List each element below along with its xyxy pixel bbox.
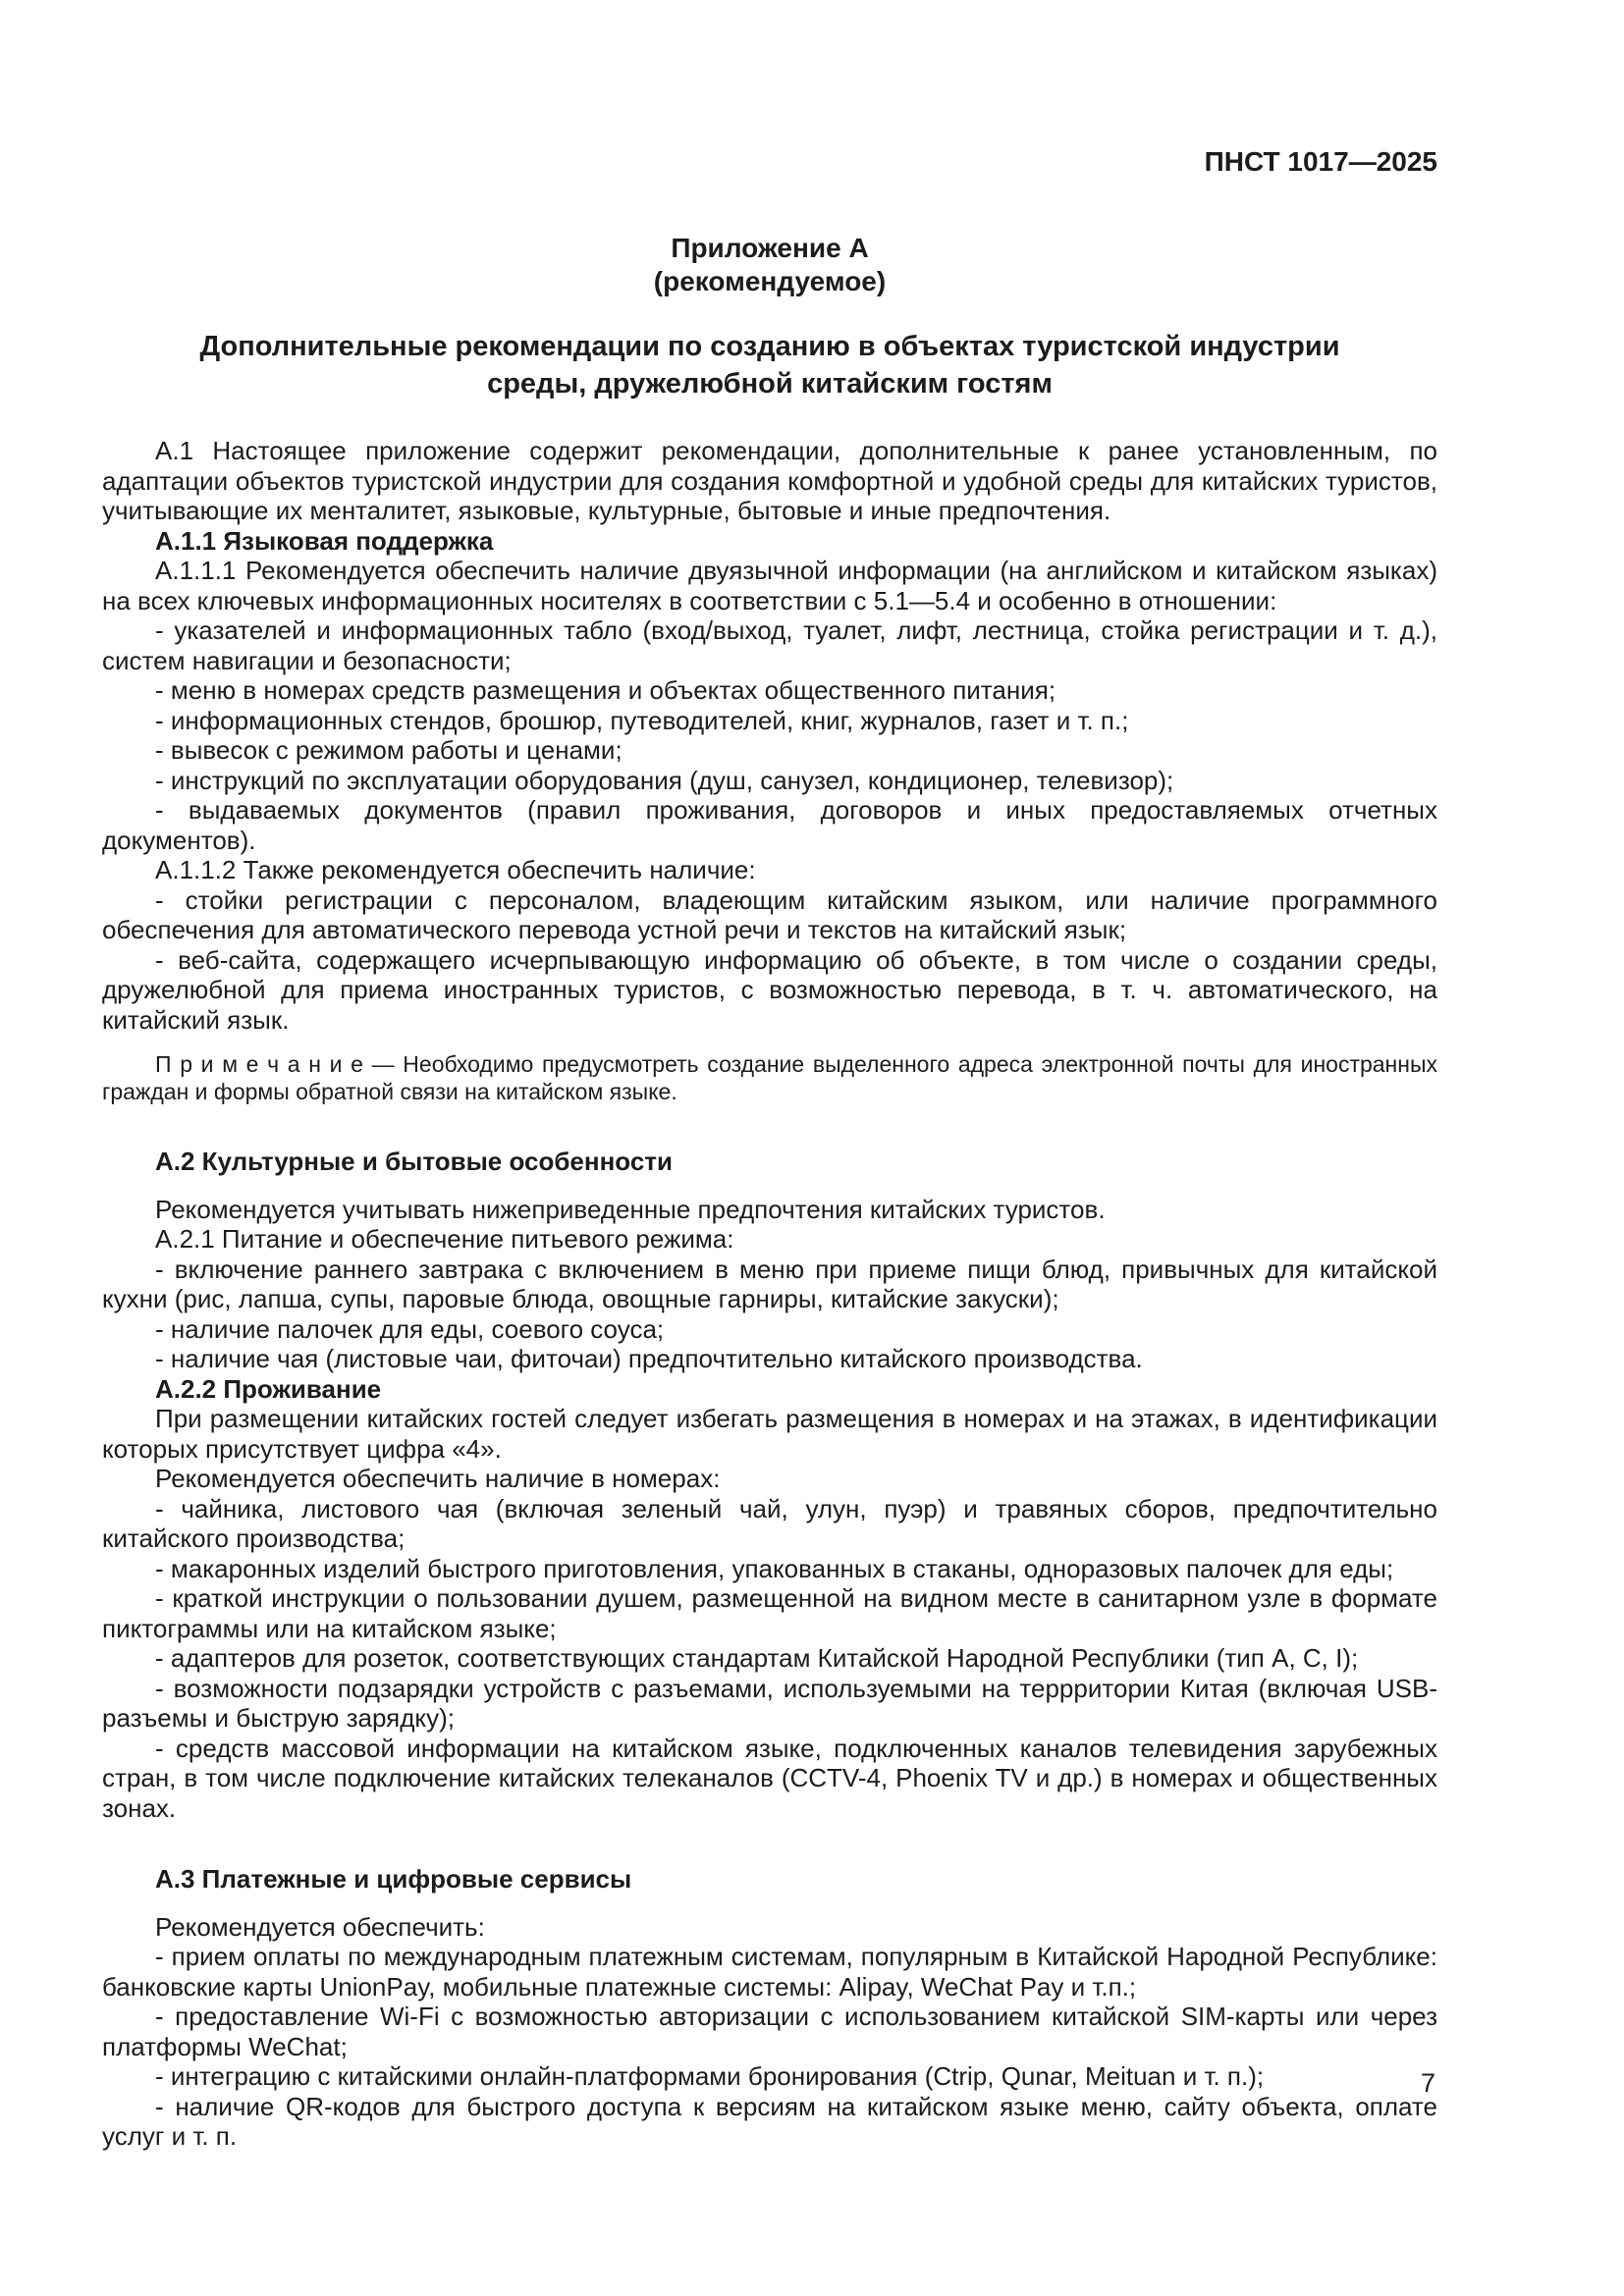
- paragraph: - меню в номерах средств размещения и объектах общественного питания;: [155, 675, 1056, 705]
- paragraph: - прием оплаты по международным платежным системам, популярным в Китайской Народной Республике: банковские карты UnionPay, мобильные платежные системы: Alipay, WeChat Pay и т.п.;: [102, 1942, 1437, 2002]
- annex-type: (рекомендуемое): [653, 266, 887, 296]
- section-heading: А.2 Культурные и бытовые особенности: [155, 1147, 673, 1176]
- paragraph: - возможности подзарядки устройств с разъемами, используемыми на террритории Китая (включая USB-разъемы и быструю зарядку);: [102, 1673, 1437, 1733]
- paragraph: - веб-сайта, содержащего исчерпывающую информацию об объекте, в том числе о создании среды, дружелюбной для приема иностранных туристов, с возможностью перевода, в т. ч. автоматического, на китайский язык.: [102, 944, 1437, 1035]
- paragraph: А.1.1.1 Рекомендуется обеспечить наличие двуязычной информации (на английском и китайском языках) на всех ключевых информационных носителях в соответствии с 5.1—5.4 и особенно в отношении:: [102, 556, 1437, 615]
- section-heading: А.3 Платежные и цифровые сервисы: [155, 1864, 632, 1894]
- paragraph: - макаронных изделий быстрого приготовления, упакованных в стаканы, одноразовых палочек для еды;: [155, 1553, 1394, 1583]
- paragraph: - адаптеров для розеток, соответствующих стандартам Китайской Народной Республики (тип А, С, I);: [155, 1643, 1359, 1673]
- paragraph: А.1.1 Языковая поддержка: [155, 525, 494, 556]
- paragraph: Рекомендуется обеспечить:: [155, 1911, 485, 1942]
- document-body: [102, 436, 1437, 2152]
- page-content: [102, 145, 1437, 2152]
- paragraph: При размещении китайских гостей следует избегать размещения в номерах и на этажах, в идентификации которых присутствует цифра «4».: [102, 1404, 1437, 1464]
- page-number: 7: [1420, 2068, 1435, 2098]
- paragraph: - включение раннего завтрака с включением в меню при приеме пищи блюд, привычных для китайской кухни (рис, лапша, супы, паровые блюда, овощные гарниры, китайские закуски);: [102, 1254, 1437, 1313]
- annex-title: Дополнительные рекомендации по созданию в объектах туристской индустрии среды, дружелюбной китайским гостям: [199, 331, 1340, 400]
- paragraph: - интеграцию с китайскими онлайн-платформами бронирования (Ctrip, Qunar, Meituan и т. п.);: [155, 2061, 1265, 2091]
- paragraph: - средств массовой информации на китайском языке, подключенных каналов телевидения зарубежных стран, в том числе подключение китайских телеканалов (CCTV-4, Phoenix TV и др.) в номерах и общественных зонах.: [102, 1733, 1437, 1823]
- paragraph: Рекомендуется обеспечить наличие в номерах:: [155, 1464, 721, 1493]
- note-paragraph: П р и м е ч а н и е — Необходимо предусмотреть создание выделенного адреса электронной почты для иностранных граждан и формы обратной связи на китайском языке.: [102, 1051, 1437, 1104]
- paragraph: - наличие чая (листовые чаи, фиточаи) предпочтительно китайского производства.: [155, 1344, 1143, 1373]
- paragraph: А.2.1 Питание и обеспечение питьевого режима:: [155, 1224, 734, 1254]
- paragraph: - стойки регистрации с персоналом, владеющим китайским языком, или наличие программного обеспечения для автоматического перевода устной речи и текстов на китайский язык;: [102, 884, 1437, 944]
- paragraph: - указателей и информационных табло (вход/выход, туалет, лифт, лестница, стойка регистрации и т. д.), систем навигации и безопасности;: [102, 615, 1437, 675]
- paragraph: - информационных стендов, брошюр, путеводителей, книг, журналов, газет и т. п.;: [155, 705, 1129, 735]
- paragraph: А.1 Настоящее приложение содержит рекомендации, дополнительные к ранее установленным, по адаптации объектов туристской индустрии для создания комфортной и удобной среды для китайских туристов, учитывающие их менталитет, языковые, культурные, бытовые и иные предпочтения.: [102, 436, 1437, 525]
- paragraph: - наличие палочек для еды, соевого соуса;: [155, 1313, 665, 1344]
- paragraph: - наличие QR-кодов для быстрого доступа к версиям на китайском языке меню, сайту объекта, оплате услуг и т. п.: [102, 2091, 1437, 2151]
- document-number: ПНСТ 1017—2025: [1204, 146, 1437, 177]
- paragraph: А.2.2 Проживание: [155, 1373, 382, 1404]
- paragraph: - выдаваемых документов (правил проживания, договоров и иных предоставляемых отчетных документов).: [102, 795, 1437, 855]
- paragraph: - инструкций по эксплуатации оборудования (душ, санузел, кондиционер, телевизор);: [155, 765, 1174, 795]
- annex-label: Приложение А: [671, 233, 869, 263]
- paragraph: - вывесок с режимом работы и ценами;: [155, 735, 623, 765]
- paragraph: - предоставление Wi-Fi с возможностью авторизации с использованием китайской SIM-карты или через платформы WeChat;: [102, 2002, 1437, 2061]
- paragraph: - чайника, листового чая (включая зеленый чай, улун, пуэр) и травяных сборов, предпочтительно китайского производства;: [102, 1493, 1437, 1553]
- paragraph: - краткой инструкции о пользовании душем, размещенной на видном месте в санитарном узле в формате пиктограммы или на китайском языке;: [102, 1583, 1437, 1643]
- paragraph: Рекомендуется учитывать нижеприведенные предпочтения китайских туристов.: [155, 1194, 1106, 1224]
- paragraph: А.1.1.2 Также рекомендуется обеспечить наличие:: [155, 855, 756, 884]
